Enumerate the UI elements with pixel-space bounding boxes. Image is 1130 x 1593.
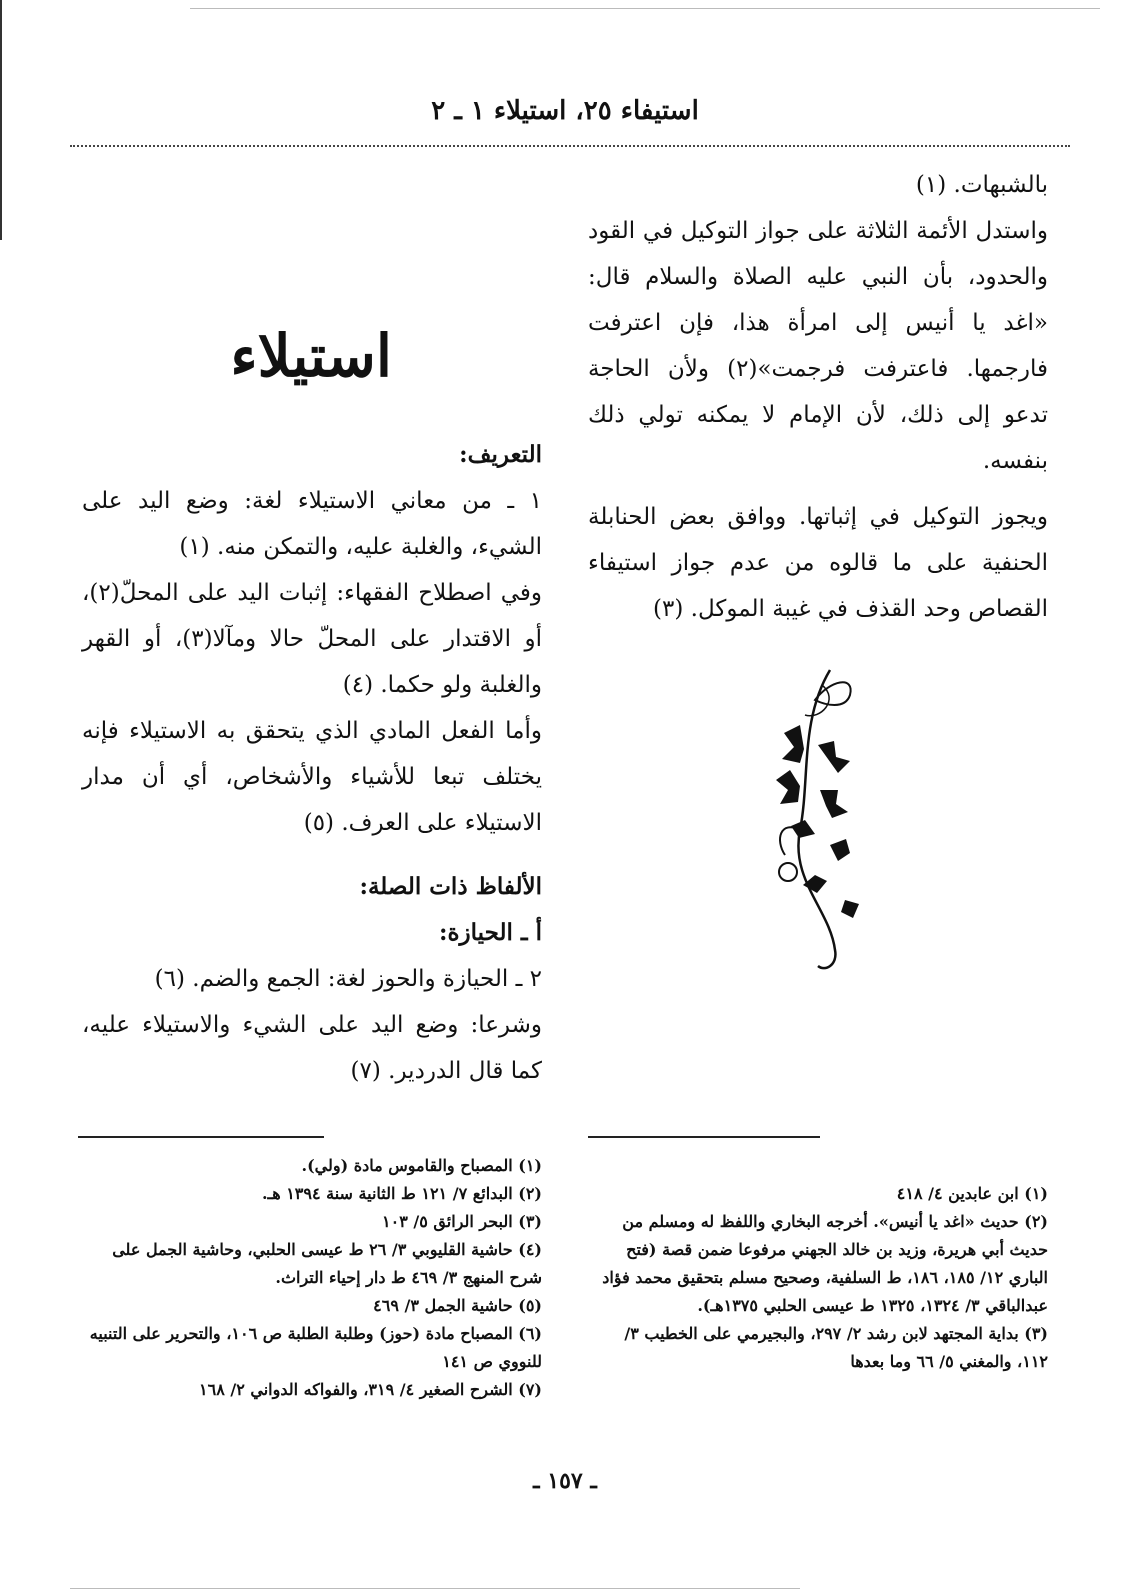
paragraph: بالشبهات. (١) [915, 172, 1048, 198]
floral-ornament-icon [760, 660, 870, 980]
page-number: ـ ١٥٧ ـ [533, 1468, 597, 1494]
footnote: (١) المصباح والقاموس مادة (ولي). [301, 1156, 542, 1175]
footnote: (٣) بداية المجتهد لابن رشد ٢/ ٢٩٧، والبجيرمي على الخطيب ٣/ ١١٢، والمغني ٥/ ٦٦ وما بعدها [624, 1324, 1048, 1371]
footnote: (٥) حاشية الجمل ٣/ ٤٦٩ [373, 1296, 542, 1315]
paragraph: ٢ ـ الحيازة والحوز لغة: الجمع والضم. (٦) [154, 966, 542, 992]
top-scan-rule [190, 8, 1100, 9]
paragraph: ١ ـ من معاني الاستيلاء لغة: وضع اليد على الشيء، والغلبة عليه، والتمكن منه. (١) [82, 488, 542, 560]
paragraph: واستدل الأئمة الثلاثة على جواز التوكيل في القود والحدود، بأن النبي عليه الصلاة والسلام قال: «اغد يا أنيس إلى امرأة هذا، فإن اعترفت فارجمها. فاعترفت فرجمت»(٢) ولأن الحاجة تدعو إلى ذلك، لأن الإمام لا يمكنه تولي ذلك بنفسه. [588, 218, 1048, 474]
right-column-body [588, 162, 1048, 632]
footnote: (٣) البحر الرائق ٥/ ١٠٣ [382, 1212, 542, 1231]
left-footnotes [82, 1152, 542, 1404]
footnote: (٤) حاشية القليوبي ٣/ ٢٦ ط عيسى الحلبي، وحاشية الجمل على شرح المنهج ٣/ ٤٦٩ ط دار إحياء التراث. [112, 1240, 542, 1287]
entry-title: استيلاء [230, 322, 392, 390]
footnote: (٦) المصباح مادة (حوز) وطلبة الطلبة ص ١٠٦، والتحرير على التنبيه للنووي ص ١٤١ [89, 1324, 542, 1371]
bottom-scan-rule [70, 1588, 800, 1589]
footnote: (١) ابن عابدين ٤/ ٤١٨ [896, 1184, 1048, 1203]
section-heading: التعريف: [459, 441, 542, 468]
section-heading: الألفاظ ذات الصلة: [359, 873, 542, 900]
footnote: (٢) البدائع ٧/ ١٢١ ط الثانية سنة ١٣٩٤ هـ. [261, 1184, 542, 1203]
running-header: استيفاء ٢٥، استيلاء ١ ـ ٢ [431, 96, 699, 126]
left-column-body [82, 432, 542, 846]
header-dotted-rule [70, 145, 1070, 147]
sub-heading: أ ـ الحيازة: [439, 919, 542, 946]
paragraph: وشرعا: وضع اليد على الشيء والاستيلاء عليه، كما قال الدردير. (٧) [82, 1012, 542, 1084]
footnote: (٧) الشرح الصغير ٤/ ٣١٩، والفواكه الدواني ٢/ ١٦٨ [199, 1380, 542, 1399]
paragraph: وأما الفعل المادي الذي يتحقق به الاستيلاء فإنه يختلف تبعا للأشياء والأشخاص، أي أن مدار الاستيلاء على العرف. (٥) [82, 718, 542, 836]
paragraph: ويجوز التوكيل في إثباتها. ووافق بعض الحنابلة الحنفية على ما قالوه من عدم جواز استيفاء القصاص وحد القذف في غيبة الموكل. (٣) [588, 504, 1048, 622]
paragraph: وفي اصطلاح الفقهاء: إثبات اليد على المحلّ(٢)، أو الاقتدار على المحلّ حالا ومآلا(٣)، أو القهر والغلبة ولو حكما. (٤) [82, 580, 543, 698]
footnote-separator [78, 1136, 324, 1138]
related-terms-section [82, 864, 542, 1094]
footnote-separator [588, 1136, 820, 1138]
right-footnotes [588, 1180, 1048, 1376]
footnote: (٢) حديث «اغد يا أنيس». أخرجه البخاري واللفظ له ومسلم من حديث أبي هريرة، وزيد بن خالد الجهني مرفوعا ضمن قصة (فتح الباري ١٢/ ١٨٥، ١٨٦، ط السلفية، وصحيح مسلم بتحقيق محمد فؤاد عبدالباقي ٣/ ١٣٢٤، ١٣٢٥ ط عيسى الحلبي ١٣٧٥هـ). [602, 1212, 1048, 1315]
